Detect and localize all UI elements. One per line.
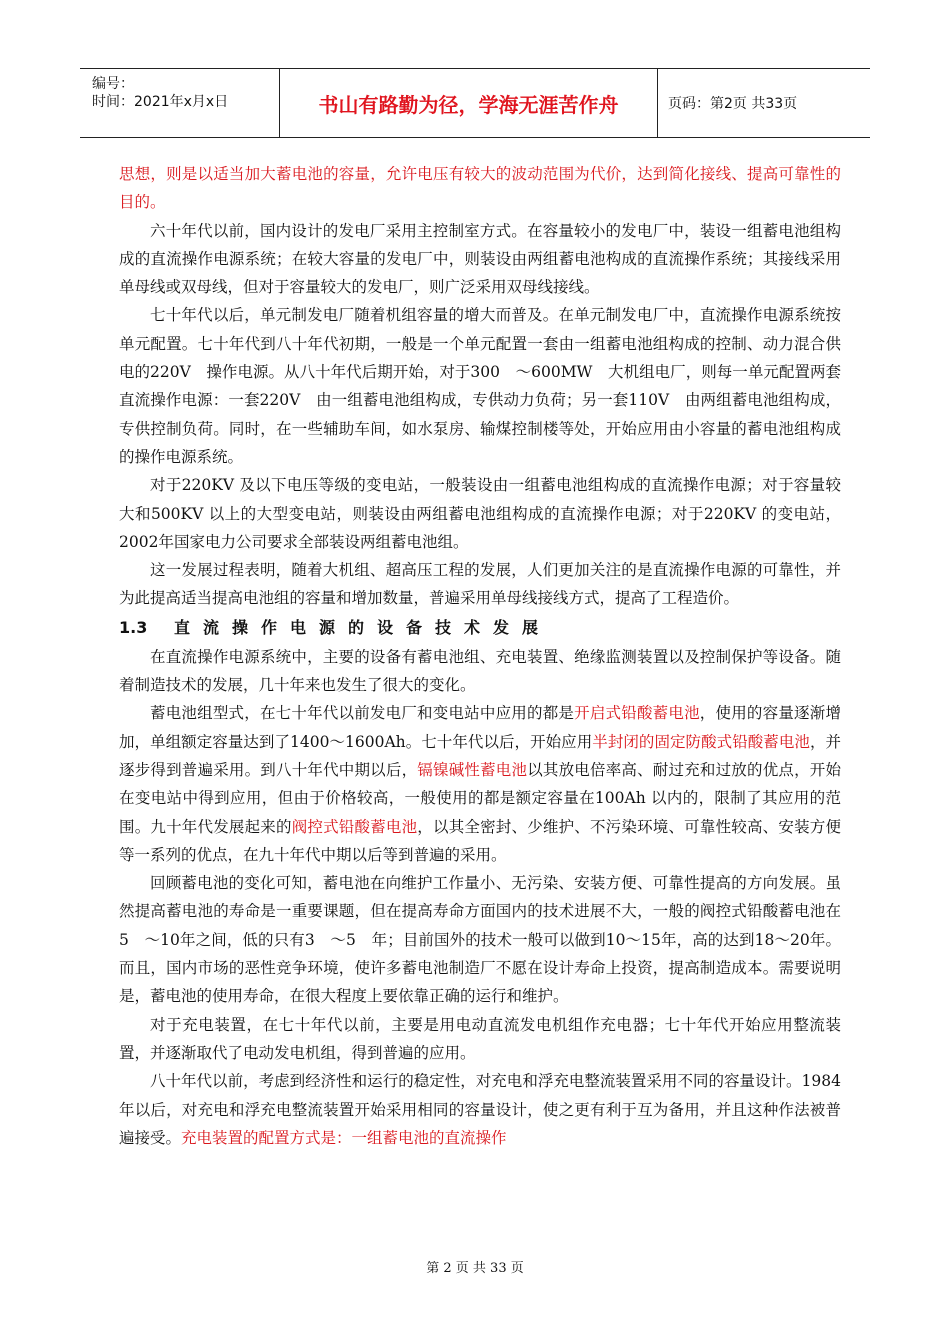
paragraph xyxy=(119,699,841,869)
paragraph: 回顾蓄电池的变化可知，蓄电池在向维护工作量小、无污染、安装方便、可靠性提高的方向发展。虽然提高蓄电池的寿命是一重要课题，但在提高寿命方面国内的技术进展不大，一般的阀控式铅酸蓄电池在5 ～10年之间，低的只有3 ～5 年；目前国外的技术一般可以做到10～15年，高的达到18～20年。而且，国内市场的恶性竞争环境，使许多蓄电池制造厂不愿在设计寿命上投资，提高制造成本。需要说明是，蓄电池的使用寿命，在很大程度上要依靠正确的运行和维护。 xyxy=(119,874,841,1006)
text-run: ，并逐步得到普遍采用。到八十年代中期以后， xyxy=(119,732,841,779)
text-run: 八十年代以前，考虑到经济性和运行的稳定性，对充电和浮充电整流装置采用不同的容量设计。1984年以后，对充电和浮充电整流装置开始采用相同的容量设计，使之更有利于互为备用，并且这种作法被普遍接受。 xyxy=(119,1072,841,1147)
section-heading xyxy=(119,613,841,643)
paragraph xyxy=(119,1067,841,1152)
page-header xyxy=(80,68,870,138)
highlight-text: 充电装置的配置方式是：一组蓄电池的直流操作 xyxy=(181,1128,507,1147)
header-motto: 书山有路勤为径，学海无涯苦作舟 xyxy=(280,69,658,137)
header-page-info: 页码：第2页 共33页 xyxy=(668,96,798,112)
paragraph: 六十年代以前，国内设计的发电厂采用主控制室方式。在容量较小的发电厂中，装设一组蓄电池组构成的直流操作电源系统；在较大容量的发电厂中，则装设由两组蓄电池构成的直流操作系统；其接线采用单母线或双母线，但对于容量较大的发电厂，则广泛采用双母线接线。 xyxy=(119,221,841,297)
page-footer: 第 2 页 共 33 页 xyxy=(426,1261,524,1276)
section-title: 直流操作电源的设备技术发展 xyxy=(174,617,552,637)
paragraph: 这一发展过程表明，随着大机组、超高压工程的发展，人们更加关注的是直流操作电源的可靠性，并为此提高适当提高电池组的容量和增加数量，普遍采用单母线接线方式，提高了工程造价。 xyxy=(119,561,841,608)
text-run: 以其放电倍率高、耐过充和过放的优点，开始在变电站中得到应用，但由于价格较高，一般使用的都是额定容量在100Ah 以内的，限制了其应用的范围。九十年代发展起来的 xyxy=(119,760,841,836)
highlight-text: 开启式铅酸蓄电池 xyxy=(574,704,700,723)
highlight-text: 阀控式铅酸蓄电池 xyxy=(291,817,418,836)
text-run: ，使用的容量逐渐增加，单组额定容量达到了1400～1600Ah。七十年代以后，开始应用 xyxy=(119,704,841,751)
highlight-text: 镉镍碱性蓄电池 xyxy=(417,760,528,779)
highlight-text: 半封闭的固定防酸式铅酸蓄电池 xyxy=(592,732,810,751)
text-run: 蓄电池组型式，在七十年代以前发电厂和变电站中应用的都是 xyxy=(150,704,575,723)
paragraph: 思想，则是以适当加大蓄电池的容量，允许电压有较大的波动范围为代价，达到简化接线、提高可靠性的目的。 xyxy=(119,165,841,212)
text-run: ，以其全密封、少维护、不污染环境、可靠性较高、安装方便等一系列的优点，在九十年代中期以后等到普遍的采用。 xyxy=(119,817,841,864)
paragraph: 对于220KV 及以下电压等级的变电站，一般装设由一组蓄电池组构成的直流操作电源；对于容量较大和500KV 以上的大型变电站，则装设由两组蓄电池组构成的直流操作电源；对于220KV 的变电站，2002年国家电力公司要求全部装设两组蓄电池组。 xyxy=(119,476,841,551)
serial-label: 编号： xyxy=(92,76,134,92)
paragraph: 七十年代以后，单元制发电厂随着机组容量的增大而普及。在单元制发电厂中，直流操作电源系统按单元配置。七十年代到八十年代初期，一般是一个单元配置一套由一组蓄电池组构成的控制、动力混合供电的220V 操作电源。从八十年代后期开始，对于300 ～600MW 大机组电厂，则每一单元配置两套直流操作电源：一套220V 由一组蓄电池组构成，专供动力负荷；另一套110V 由两组蓄电池组构成，专供控制负荷。同时，在一些辅助车间，如水泵房、输煤控制楼等处，开始应用由小容量的蓄电池组构成的操作电源系统。 xyxy=(119,306,841,466)
header-meta xyxy=(80,69,280,137)
header-date: 时间：2021年x月x日 xyxy=(92,94,229,110)
paragraph: 在直流操作电源系统中，主要的设备有蓄电池组、充电装置、绝缘监测装置以及控制保护等设备。随着制造技术的发展，几十年来也发生了很大的变化。 xyxy=(119,647,841,695)
section-number: 1.3 xyxy=(119,617,148,637)
paragraph: 对于充电装置，在七十年代以前，主要是用电动直流发电机组作充电器；七十年代开始应用整流装置，并逐渐取代了电动发电机组，得到普遍的应用。 xyxy=(119,1015,841,1062)
document-body xyxy=(119,160,841,1152)
